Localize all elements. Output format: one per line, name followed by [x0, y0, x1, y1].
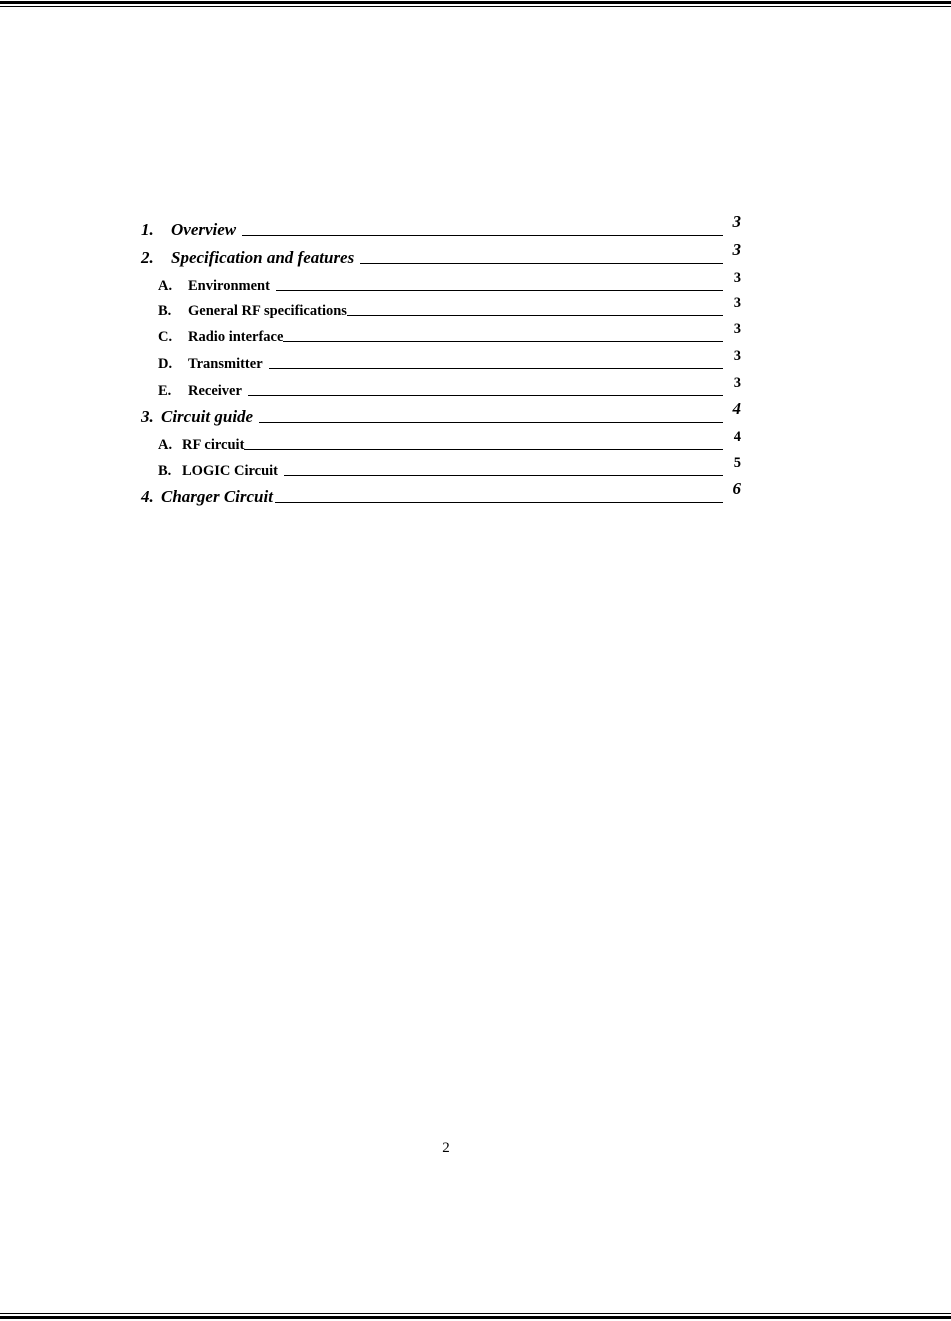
toc-entry-label [158, 303, 347, 320]
toc-leader-line [248, 395, 723, 396]
toc-entry-page: 3 [733, 270, 741, 286]
toc-entry-number: C. [158, 329, 173, 345]
toc-entry-number: 3. [141, 407, 154, 426]
toc-entry-number: D. [158, 356, 173, 372]
toc-leader-line [259, 422, 723, 423]
toc-entry-logic-circuit[interactable] [158, 455, 741, 480]
toc-entry-page: 3 [732, 240, 741, 259]
toc-entry-environment[interactable] [158, 270, 741, 295]
bottom-border-thin [0, 1313, 951, 1314]
bottom-border-thick [0, 1316, 951, 1319]
toc-entry-page: 3 [732, 212, 741, 231]
toc-entry-page: 3 [733, 321, 741, 337]
toc-entry-number: E. [158, 383, 172, 399]
toc-entry-page: 3 [733, 375, 741, 391]
toc-entry-receiver[interactable] [158, 375, 741, 400]
toc-entry-page: 6 [732, 479, 741, 498]
toc-entry-charger-circuit[interactable] [141, 479, 741, 507]
toc-entry-number: B. [158, 303, 172, 319]
toc-entry-title: Specification and features [171, 248, 355, 267]
toc-entry-title: Overview [171, 220, 237, 239]
toc-entry-number: 4. [141, 487, 154, 506]
toc-entry-circuit-guide[interactable] [141, 399, 741, 427]
toc-leader-line [347, 315, 723, 316]
toc-entry-title: Receiver [188, 383, 242, 399]
toc-entry-radio-interface[interactable] [158, 321, 741, 346]
toc-entry-label [158, 463, 278, 480]
toc-entry-title: Charger Circuit [161, 487, 273, 506]
toc-leader-line [276, 290, 723, 291]
toc-entry-title: LOGIC Circuit [182, 463, 278, 479]
toc-leader-line [283, 341, 723, 342]
toc-entry-number: A. [158, 278, 173, 294]
toc-entry-page: 3 [733, 295, 741, 311]
toc-entry-number: A. [158, 437, 173, 453]
toc-entry-number: 2. [141, 248, 154, 267]
toc-entry-label [158, 329, 283, 346]
toc-entry-page: 3 [733, 348, 741, 364]
toc-entry-specification[interactable] [141, 240, 741, 268]
toc-entry-title: Transmitter [188, 356, 263, 372]
toc-entry-title: Circuit guide [161, 407, 254, 426]
toc-entry-page: 4 [733, 429, 741, 445]
toc-leader-line [244, 449, 723, 450]
toc-entry-title: General RF specifications [188, 303, 347, 319]
toc-entry-transmitter[interactable] [158, 348, 741, 373]
toc-entry-overview[interactable] [141, 212, 741, 240]
toc-entry-title: Environment [188, 278, 270, 294]
toc-leader-line [275, 502, 723, 503]
toc-entry-page: 5 [733, 455, 741, 471]
toc-entry-label [158, 356, 263, 373]
toc-entry-label [141, 248, 354, 268]
toc-entry-label [141, 487, 273, 507]
toc-entry-label [158, 437, 244, 454]
toc-entry-general-rf[interactable] [158, 295, 741, 320]
toc-entry-title: Radio interface [188, 329, 284, 345]
toc-leader-line [360, 263, 723, 264]
toc-entry-page: 4 [732, 399, 741, 418]
toc-entry-label [141, 220, 236, 240]
toc-entry-number: 1. [141, 220, 154, 239]
toc-leader-line [269, 368, 723, 369]
toc-leader-line [242, 235, 723, 236]
toc-entry-label [158, 278, 270, 295]
toc-leader-line [284, 475, 723, 476]
toc-entry-title: RF circuit [182, 437, 245, 453]
toc-entry-rf-circuit[interactable] [158, 429, 741, 454]
toc-entry-label [158, 383, 242, 400]
toc-entry-number: B. [158, 463, 172, 479]
toc-entry-label [141, 407, 253, 427]
page-number: 2 [442, 1140, 450, 1156]
